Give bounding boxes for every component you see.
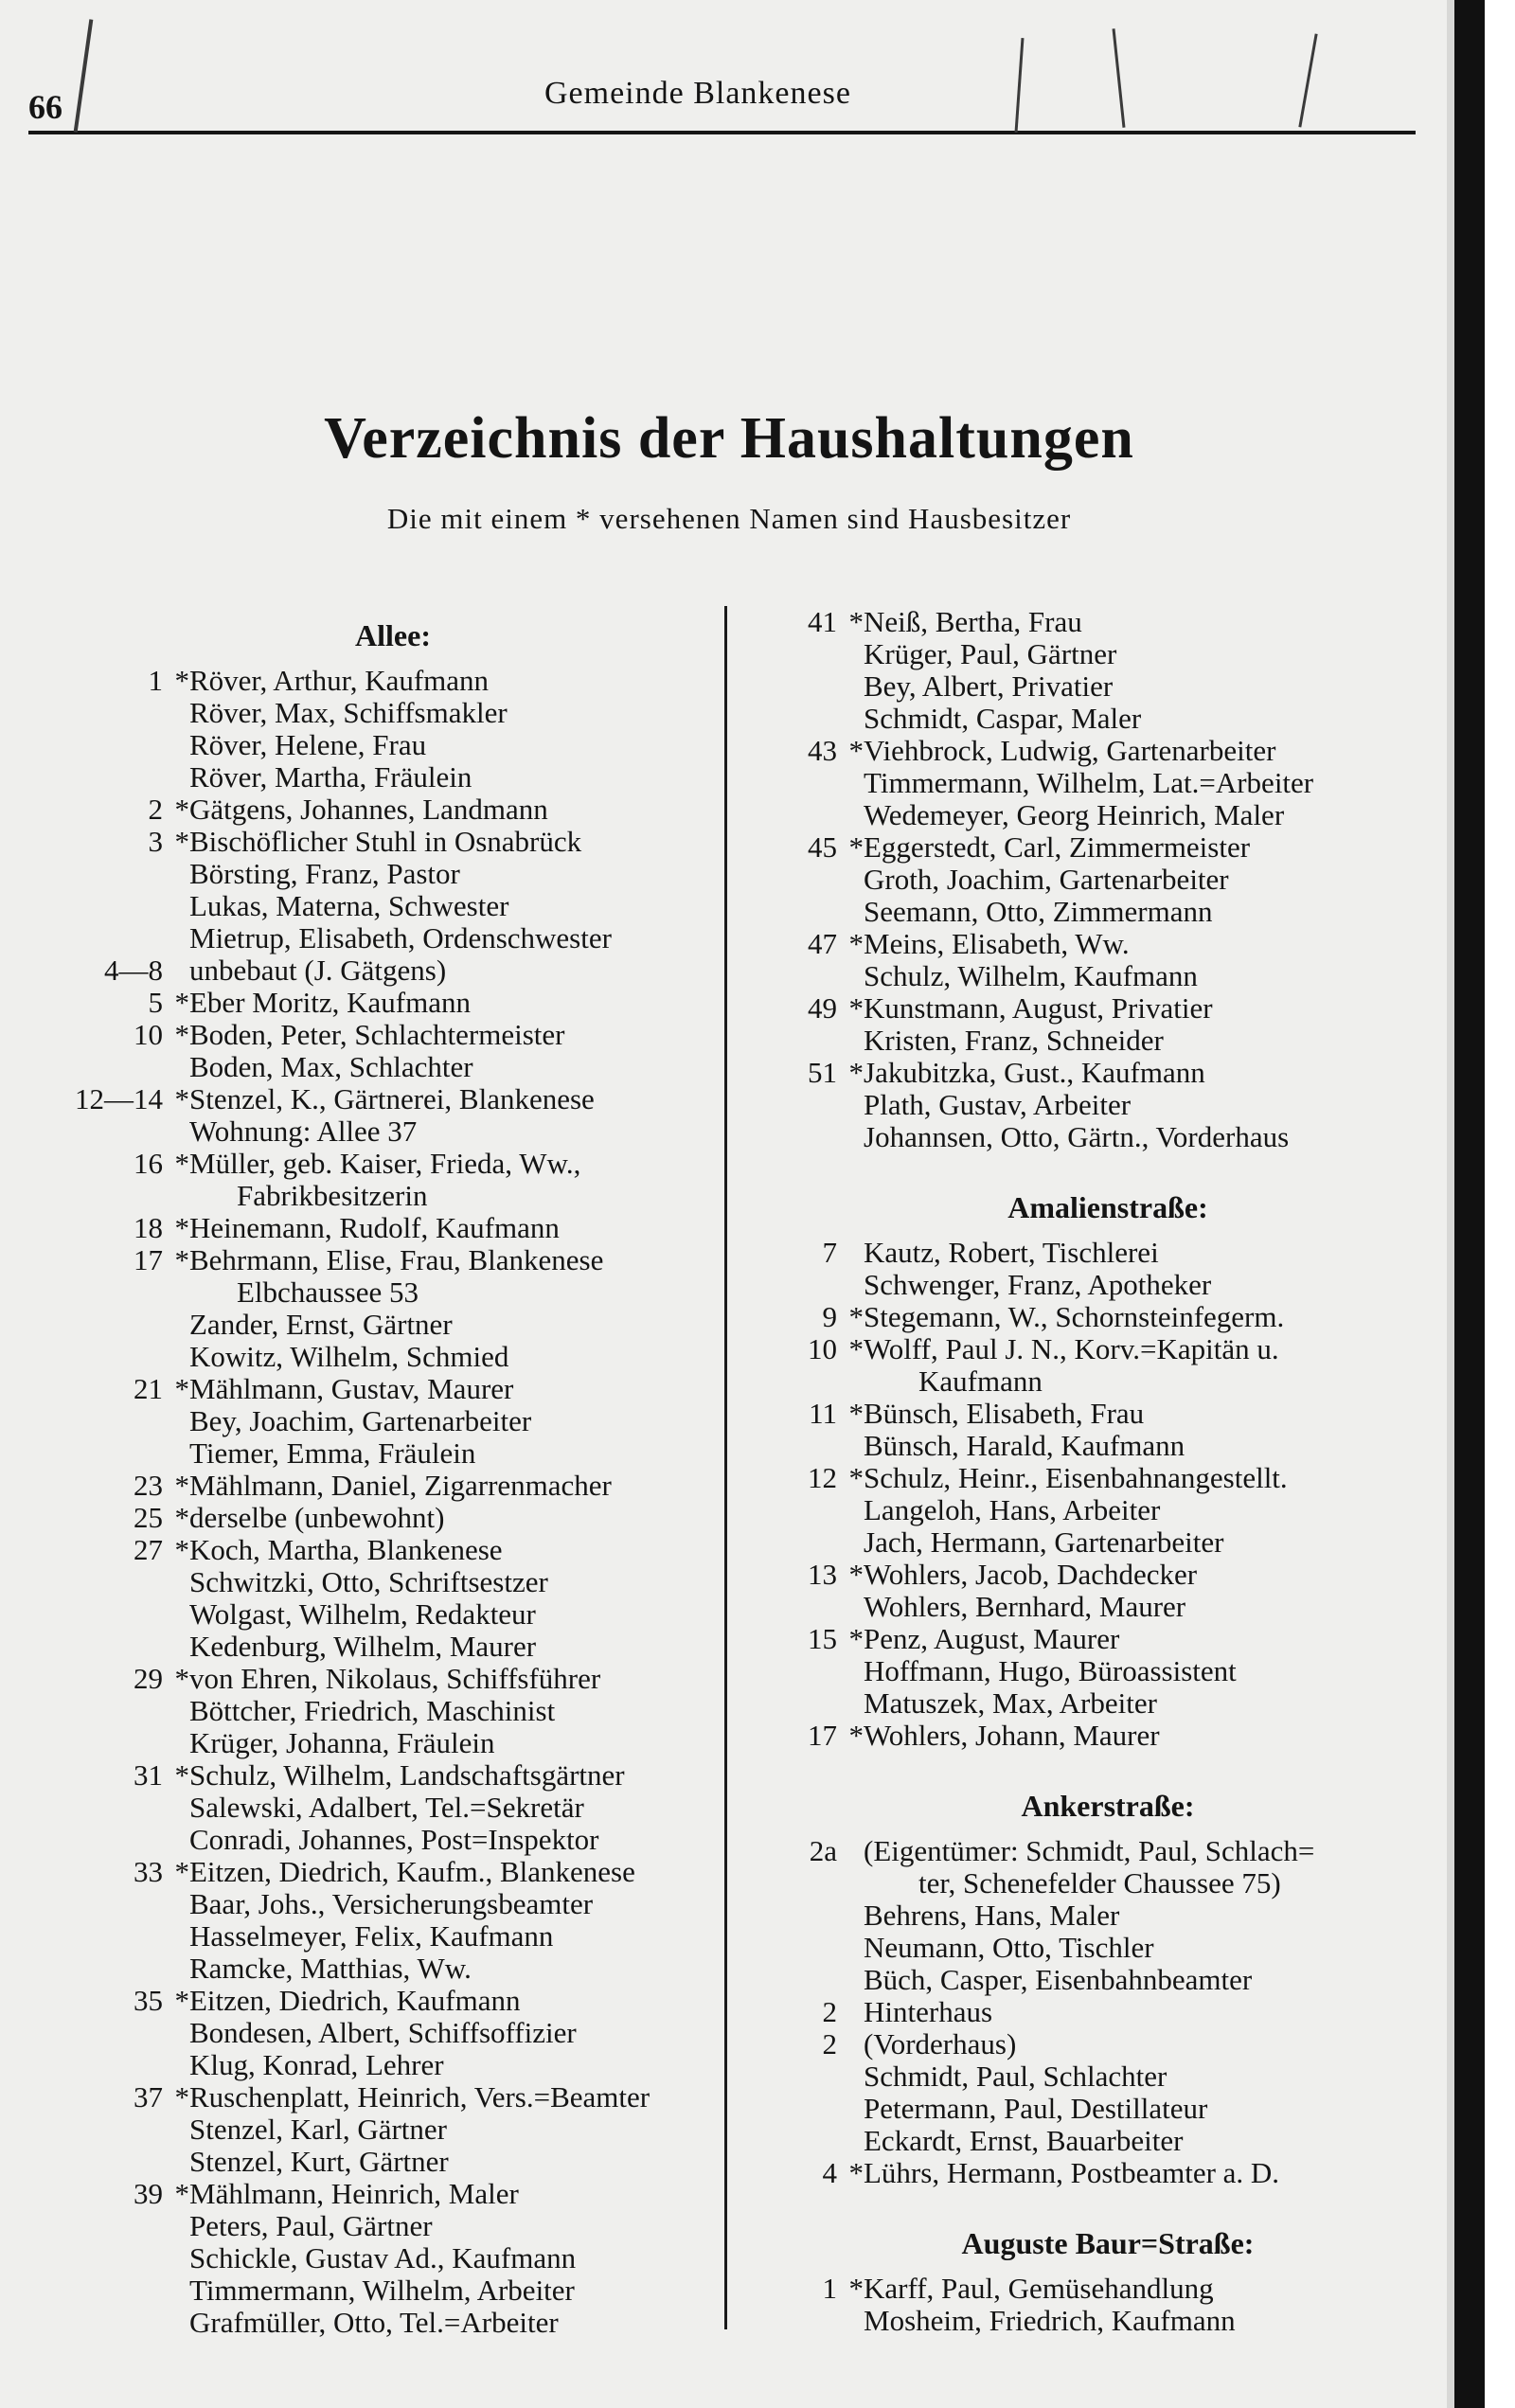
resident-name: Krüger, Paul, Gärtner xyxy=(864,638,1117,670)
house-number: 29 xyxy=(134,1662,163,1695)
resident-name: Schwenger, Franz, Apotheker xyxy=(864,1269,1212,1301)
household-entry xyxy=(66,1437,720,1470)
household-entry xyxy=(66,987,720,1019)
household-entry xyxy=(66,1792,720,1824)
owner-asterisk: * xyxy=(174,1018,189,1051)
household-entry xyxy=(66,665,720,697)
page-header xyxy=(28,68,1420,134)
house-number: 16 xyxy=(134,1147,163,1180)
resident-name: Koch, Martha, Blankenese xyxy=(189,1534,503,1566)
resident-name: Wohnung: Allee 37 xyxy=(189,1115,418,1148)
owner-asterisk: * xyxy=(848,927,864,960)
resident-name: Johannsen, Otto, Gärtn., Vorderhaus xyxy=(864,1121,1290,1153)
owner-asterisk: * xyxy=(848,830,864,864)
section-spacer xyxy=(758,1153,1458,1178)
household-entry xyxy=(758,799,1458,831)
resident-name: derselbe (unbewohnt) xyxy=(189,1502,445,1534)
resident-name: Bey, Joachim, Gartenarbeiter xyxy=(189,1405,532,1437)
household-entry xyxy=(66,1695,720,1727)
house-number: 21 xyxy=(134,1372,163,1405)
household-entry xyxy=(66,1534,720,1566)
household-entry xyxy=(66,1470,720,1502)
household-entry xyxy=(66,1888,720,1920)
household-entry xyxy=(66,1953,720,1985)
household-entry xyxy=(66,2307,720,2339)
owner-asterisk: * xyxy=(848,2272,864,2305)
resident-name: Groth, Joachim, Gartenarbeiter xyxy=(864,864,1229,896)
house-number: 43 xyxy=(808,734,837,767)
resident-name: Büch, Casper, Eisenbahnbeamter xyxy=(864,1964,1253,1996)
house-number: 10 xyxy=(808,1332,837,1365)
household-entry xyxy=(758,1301,1458,1333)
resident-name: Bey, Albert, Privatier xyxy=(864,670,1114,703)
household-entry xyxy=(758,1623,1458,1655)
resident-name: Heinemann, Rudolf, Kaufmann xyxy=(189,1212,560,1244)
resident-name: Gätgens, Johannes, Landmann xyxy=(189,794,548,826)
resident-name: Jakubitzka, Gust., Kaufmann xyxy=(864,1057,1205,1089)
resident-name: Eitzen, Diedrich, Kaufm., Blankenese xyxy=(189,1856,635,1888)
household-entry xyxy=(758,1121,1458,1153)
resident-name: Röver, Helene, Frau xyxy=(189,729,427,761)
household-entry xyxy=(66,2049,720,2081)
owner-asterisk: * xyxy=(174,2177,189,2210)
owner-asterisk: * xyxy=(174,1082,189,1115)
resident-name: Bondesen, Albert, Schiffsoffizier xyxy=(189,2017,577,2049)
household-entry xyxy=(66,826,720,858)
house-number: 4 xyxy=(822,2156,837,2189)
resident-name: Salewski, Adalbert, Tel.=Sekretär xyxy=(189,1792,584,1824)
resident-name: Stegemann, W., Schornsteinfegerm. xyxy=(864,1301,1285,1333)
household-entry xyxy=(66,1244,720,1276)
resident-name: Hoffmann, Hugo, Büroassistent xyxy=(864,1655,1237,1687)
house-number: 17 xyxy=(134,1243,163,1276)
house-number: 33 xyxy=(134,1855,163,1888)
street-heading: Amalienstraße: xyxy=(1007,1190,1208,1224)
owner-asterisk: * xyxy=(174,1501,189,1534)
household-entry xyxy=(758,896,1458,928)
entry-continuation: ter, Schenefelder Chaussee 75) xyxy=(918,1866,1281,1900)
house-number: 27 xyxy=(134,1533,163,1566)
resident-name: Neiß, Bertha, Frau xyxy=(864,606,1082,638)
household-entry xyxy=(758,1559,1458,1591)
household-entry xyxy=(66,954,720,987)
resident-name: Timmermann, Wilhelm, Lat.=Arbeiter xyxy=(864,767,1314,799)
household-entry xyxy=(758,2157,1458,2189)
document-subtitle: Die mit einem * versehenen Namen sind Hausbesitzer xyxy=(386,502,1072,535)
resident-name: Kedenburg, Wilhelm, Maurer xyxy=(189,1631,537,1663)
resident-name: Peters, Paul, Gärtner xyxy=(189,2210,433,2242)
resident-name: (Vorderhaus) xyxy=(864,2028,1017,2060)
resident-name: Bünsch, Harald, Kaufmann xyxy=(864,1430,1185,1462)
resident-name: Bischöflicher Stuhl in Osnabrück xyxy=(189,826,582,858)
household-entry xyxy=(758,1526,1458,1559)
resident-name: Kowitz, Wilhelm, Schmied xyxy=(189,1341,509,1373)
entry-continuation: Fabrikbesitzerin xyxy=(237,1179,428,1212)
owner-asterisk: * xyxy=(848,1622,864,1655)
household-entry xyxy=(758,1237,1458,1269)
owner-asterisk: * xyxy=(848,1558,864,1591)
household-entry xyxy=(66,2146,720,2178)
resident-name: Wolff, Paul J. N., Korv.=Kapitän u. xyxy=(864,1333,1279,1365)
owner-asterisk: * xyxy=(174,1469,189,1502)
house-number: 15 xyxy=(808,1622,837,1655)
household-entry xyxy=(66,1985,720,2017)
household-entry xyxy=(66,1051,720,1083)
house-number: 13 xyxy=(808,1558,837,1591)
household-entry xyxy=(758,1687,1458,1720)
household-entry xyxy=(758,831,1458,864)
street-heading: Ankerstraße: xyxy=(1021,1789,1195,1823)
owner-asterisk: * xyxy=(174,793,189,826)
owner-asterisk: * xyxy=(174,825,189,858)
household-entry xyxy=(758,1720,1458,1752)
resident-name: Schmidt, Caspar, Maler xyxy=(864,703,1142,735)
house-number: 18 xyxy=(134,1211,163,1244)
household-entry xyxy=(758,638,1458,670)
household-entry xyxy=(758,767,1458,799)
household-entry xyxy=(66,2178,720,2210)
household-entry xyxy=(758,703,1458,735)
resident-name: Wohlers, Jacob, Dachdecker xyxy=(864,1559,1198,1591)
household-entry xyxy=(758,2093,1458,2125)
household-entry xyxy=(66,794,720,826)
street-heading: Auguste Baur=Straße: xyxy=(961,2226,1255,2260)
house-number: 49 xyxy=(808,991,837,1025)
household-entry xyxy=(758,1333,1458,1365)
owner-asterisk: * xyxy=(174,664,189,697)
household-entry xyxy=(66,2114,720,2146)
house-number: 12—14 xyxy=(75,1082,163,1115)
resident-name: Eckardt, Ernst, Bauarbeiter xyxy=(864,2125,1184,2157)
household-entry xyxy=(66,761,720,794)
household-entry xyxy=(758,606,1458,638)
resident-name: Ramcke, Matthias, Ww. xyxy=(189,1953,472,1985)
household-entry xyxy=(758,1932,1458,1964)
resident-name: unbebaut (J. Gätgens) xyxy=(189,954,447,987)
household-entry xyxy=(66,1759,720,1792)
household-entry xyxy=(758,1996,1458,2028)
owner-asterisk: * xyxy=(174,1533,189,1566)
household-entry xyxy=(758,1462,1458,1494)
resident-name: Wohlers, Bernhard, Maurer xyxy=(864,1591,1186,1623)
resident-name: Bünsch, Elisabeth, Frau xyxy=(864,1398,1145,1430)
resident-name: Tiemer, Emma, Fräulein xyxy=(189,1437,476,1470)
household-entry xyxy=(758,992,1458,1025)
resident-name: Schulz, Wilhelm, Landschaftsgärtner xyxy=(189,1759,625,1792)
household-entry xyxy=(66,1083,720,1115)
resident-name: Schmidt, Paul, Schlachter xyxy=(864,2060,1167,2093)
resident-name: Eber Moritz, Kaufmann xyxy=(189,987,471,1019)
house-number: 5 xyxy=(148,986,163,1019)
owner-asterisk: * xyxy=(174,1147,189,1180)
house-number: 11 xyxy=(809,1397,837,1430)
house-number: 39 xyxy=(134,2177,163,2210)
house-number: 51 xyxy=(808,1056,837,1089)
household-entry xyxy=(66,1115,720,1148)
house-number: 7 xyxy=(822,1236,837,1269)
resident-name: Stenzel, Kurt, Gärtner xyxy=(189,2146,449,2178)
household-entry xyxy=(758,1057,1458,1089)
section-spacer xyxy=(758,1752,1458,1776)
resident-name: Kristen, Franz, Schneider xyxy=(864,1025,1164,1057)
household-entry xyxy=(66,1341,720,1373)
resident-name: Zander, Ernst, Gärtner xyxy=(189,1309,453,1341)
resident-name: Börsting, Franz, Pastor xyxy=(189,858,460,890)
resident-name: Matuszek, Max, Arbeiter xyxy=(864,1687,1157,1720)
owner-asterisk: * xyxy=(174,1243,189,1276)
household-entry xyxy=(66,1598,720,1631)
resident-name: Schulz, Heinr., Eisenbahnangestellt. xyxy=(864,1462,1288,1494)
house-number: 2 xyxy=(822,2027,837,2060)
household-entry xyxy=(66,1920,720,1953)
household-entry xyxy=(758,2028,1458,2060)
header-rule xyxy=(28,131,1416,134)
owner-asterisk: * xyxy=(174,1372,189,1405)
resident-name: Jach, Hermann, Gartenarbeiter xyxy=(864,1526,1224,1559)
household-entry xyxy=(66,1309,720,1341)
house-number: 2 xyxy=(822,1995,837,2028)
household-entry xyxy=(66,1631,720,1663)
resident-name: Viehbrock, Ludwig, Gartenarbeiter xyxy=(864,735,1276,767)
resident-name: Schickle, Gustav Ad., Kaufmann xyxy=(189,2242,577,2274)
resident-name: Baar, Johs., Versicherungsbeamter xyxy=(189,1888,594,1920)
owner-asterisk: * xyxy=(848,605,864,638)
house-number: 25 xyxy=(134,1501,163,1534)
owner-asterisk: * xyxy=(174,1758,189,1792)
household-entry xyxy=(758,2305,1458,2337)
resident-name: Stenzel, K., Gärtnerei, Blankenese xyxy=(189,1083,595,1115)
house-number: 1 xyxy=(822,2272,837,2305)
household-entry xyxy=(66,1727,720,1759)
household-entry xyxy=(758,2060,1458,2093)
entry-continuation: Kaufmann xyxy=(918,1365,1043,1398)
resident-name: Röver, Max, Schiffsmakler xyxy=(189,697,508,729)
household-entry xyxy=(66,858,720,890)
resident-name: Petermann, Paul, Destillateur xyxy=(864,2093,1208,2125)
house-number: 2a xyxy=(809,1834,837,1867)
household-entry xyxy=(66,1212,720,1244)
household-entry xyxy=(758,1964,1458,1996)
house-number: 35 xyxy=(134,1984,163,2017)
resident-name: von Ehren, Nikolaus, Schiffsführer xyxy=(189,1663,601,1695)
resident-name: Grafmüller, Otto, Tel.=Arbeiter xyxy=(189,2307,559,2339)
household-entry xyxy=(758,735,1458,767)
resident-name: Müller, geb. Kaiser, Frieda, Ww., xyxy=(189,1148,581,1180)
house-number: 17 xyxy=(808,1719,837,1752)
resident-name: Röver, Arthur, Kaufmann xyxy=(189,665,490,697)
entry-continuation: Elbchaussee 53 xyxy=(237,1275,419,1309)
household-entry xyxy=(758,928,1458,960)
resident-name: Kunstmann, August, Privatier xyxy=(864,992,1213,1025)
resident-name: Eitzen, Diedrich, Kaufmann xyxy=(189,1985,521,2017)
household-entry xyxy=(66,890,720,922)
street-heading: Allee: xyxy=(355,618,431,652)
resident-name: Plath, Gustav, Arbeiter xyxy=(864,1089,1132,1121)
household-entry xyxy=(758,1900,1458,1932)
owner-asterisk: * xyxy=(174,986,189,1019)
document-title: Verzeichnis der Haushaltungen xyxy=(324,406,1134,471)
household-entry xyxy=(758,1025,1458,1057)
household-entry xyxy=(758,1269,1458,1301)
household-entry xyxy=(758,670,1458,703)
household-entry xyxy=(66,1856,720,1888)
household-entry xyxy=(66,1663,720,1695)
resident-name: Wolgast, Wilhelm, Redakteur xyxy=(189,1598,536,1631)
household-entry xyxy=(66,729,720,761)
resident-name: Eggerstedt, Carl, Zimmermeister xyxy=(864,831,1251,864)
resident-name: Boden, Max, Schlachter xyxy=(189,1051,473,1083)
household-entry xyxy=(758,864,1458,896)
house-number: 37 xyxy=(134,2080,163,2114)
resident-name: Neumann, Otto, Tischler xyxy=(864,1932,1154,1964)
resident-name: Schwitzki, Otto, Schriftsestzer xyxy=(189,1566,548,1598)
house-number: 23 xyxy=(134,1469,163,1502)
resident-name: Mählmann, Gustav, Maurer xyxy=(189,1373,514,1405)
resident-name: Lukas, Materna, Schwester xyxy=(189,890,509,922)
house-number: 12 xyxy=(808,1461,837,1494)
resident-name: Röver, Martha, Fräulein xyxy=(189,761,472,794)
household-entry xyxy=(758,1591,1458,1623)
owner-asterisk: * xyxy=(848,991,864,1025)
resident-name: Mählmann, Heinrich, Maler xyxy=(189,2178,519,2210)
resident-name: Ruschenplatt, Heinrich, Vers.=Beamter xyxy=(189,2081,651,2114)
house-number: 4—8 xyxy=(104,954,163,987)
running-title: Gemeinde Blankenese xyxy=(544,76,851,111)
household-entry xyxy=(66,2274,720,2307)
resident-name: Behrmann, Elise, Frau, Blankenese xyxy=(189,1244,604,1276)
column-divider xyxy=(724,606,727,2329)
owner-asterisk: * xyxy=(848,1461,864,1494)
resident-name: Wohlers, Johann, Maurer xyxy=(864,1720,1160,1752)
household-entry xyxy=(758,2125,1458,2157)
household-entry xyxy=(66,1824,720,1856)
owner-asterisk: * xyxy=(848,1056,864,1089)
resident-name: Conradi, Johannes, Post=Inspektor xyxy=(189,1824,599,1856)
page-number: 66 xyxy=(28,88,62,126)
household-entry xyxy=(66,1405,720,1437)
resident-name: Wedemeyer, Georg Heinrich, Maler xyxy=(864,799,1285,831)
owner-asterisk: * xyxy=(848,1719,864,1752)
left-column xyxy=(66,606,720,2339)
resident-name: Boden, Peter, Schlachtermeister xyxy=(189,1019,565,1051)
resident-name: Mosheim, Friedrich, Kaufmann xyxy=(864,2305,1236,2337)
resident-name: Mählmann, Daniel, Zigarrenmacher xyxy=(189,1470,612,1502)
house-number: 9 xyxy=(822,1300,837,1333)
resident-name: Seemann, Otto, Zimmermann xyxy=(864,896,1213,928)
household-entry xyxy=(66,2081,720,2114)
household-entry xyxy=(66,697,720,729)
household-entry xyxy=(66,2210,720,2242)
house-number: 47 xyxy=(808,927,837,960)
household-entry xyxy=(758,1494,1458,1526)
owner-asterisk: * xyxy=(174,1855,189,1888)
house-number: 1 xyxy=(148,664,163,697)
section-spacer xyxy=(758,2189,1458,2214)
resident-name: (Eigentümer: Schmidt, Paul, Schlach= xyxy=(864,1835,1315,1867)
house-number: 10 xyxy=(134,1018,163,1051)
household-entry xyxy=(758,1835,1458,1867)
house-number: 31 xyxy=(134,1758,163,1792)
owner-asterisk: * xyxy=(848,2156,864,2189)
household-entry xyxy=(758,1398,1458,1430)
owner-asterisk: * xyxy=(848,1300,864,1333)
resident-name: Stenzel, Karl, Gärtner xyxy=(189,2114,447,2146)
owner-asterisk: * xyxy=(174,1211,189,1244)
household-entry xyxy=(758,960,1458,992)
resident-name: Behrens, Hans, Maler xyxy=(864,1900,1120,1932)
household-entry xyxy=(66,1148,720,1180)
resident-name: Böttcher, Friedrich, Maschinist xyxy=(189,1695,556,1727)
owner-asterisk: * xyxy=(174,1984,189,2017)
resident-name: Krüger, Johanna, Fräulein xyxy=(189,1727,495,1759)
household-entry xyxy=(758,2273,1458,2305)
owner-asterisk: * xyxy=(848,1332,864,1365)
owner-asterisk: * xyxy=(174,2080,189,2114)
resident-name: Schulz, Wilhelm, Kaufmann xyxy=(864,960,1198,992)
scan-edge xyxy=(1454,0,1485,2408)
household-entry xyxy=(66,2017,720,2049)
owner-asterisk: * xyxy=(848,734,864,767)
resident-name: Timmermann, Wilhelm, Arbeiter xyxy=(189,2274,575,2307)
household-entry xyxy=(66,1019,720,1051)
resident-name: Meins, Elisabeth, Ww. xyxy=(864,928,1130,960)
household-entry xyxy=(66,1502,720,1534)
house-number: 2 xyxy=(148,793,163,826)
resident-name: Lührs, Hermann, Postbeamter a. D. xyxy=(864,2157,1280,2189)
owner-asterisk: * xyxy=(848,1397,864,1430)
household-entry xyxy=(758,1655,1458,1687)
resident-name: Penz, August, Maurer xyxy=(864,1623,1120,1655)
household-entry xyxy=(758,1089,1458,1121)
resident-name: Hinterhaus xyxy=(864,1996,993,2028)
house-number: 45 xyxy=(808,830,837,864)
household-entry xyxy=(66,2242,720,2274)
resident-name: Kautz, Robert, Tischlerei xyxy=(864,1237,1159,1269)
resident-name: Klug, Konrad, Lehrer xyxy=(189,2049,444,2081)
resident-name: Mietrup, Elisabeth, Ordenschwester xyxy=(189,922,612,954)
household-entry xyxy=(66,1566,720,1598)
right-column xyxy=(758,606,1458,2337)
owner-asterisk: * xyxy=(174,1662,189,1695)
resident-name: Hasselmeyer, Felix, Kaufmann xyxy=(189,1920,554,1953)
house-number: 41 xyxy=(808,605,837,638)
household-entry xyxy=(66,922,720,954)
resident-name: Karff, Paul, Gemüsehandlung xyxy=(864,2273,1214,2305)
resident-name: Langeloh, Hans, Arbeiter xyxy=(864,1494,1161,1526)
household-entry xyxy=(66,1373,720,1405)
house-number: 3 xyxy=(148,825,163,858)
household-entry xyxy=(758,1430,1458,1462)
